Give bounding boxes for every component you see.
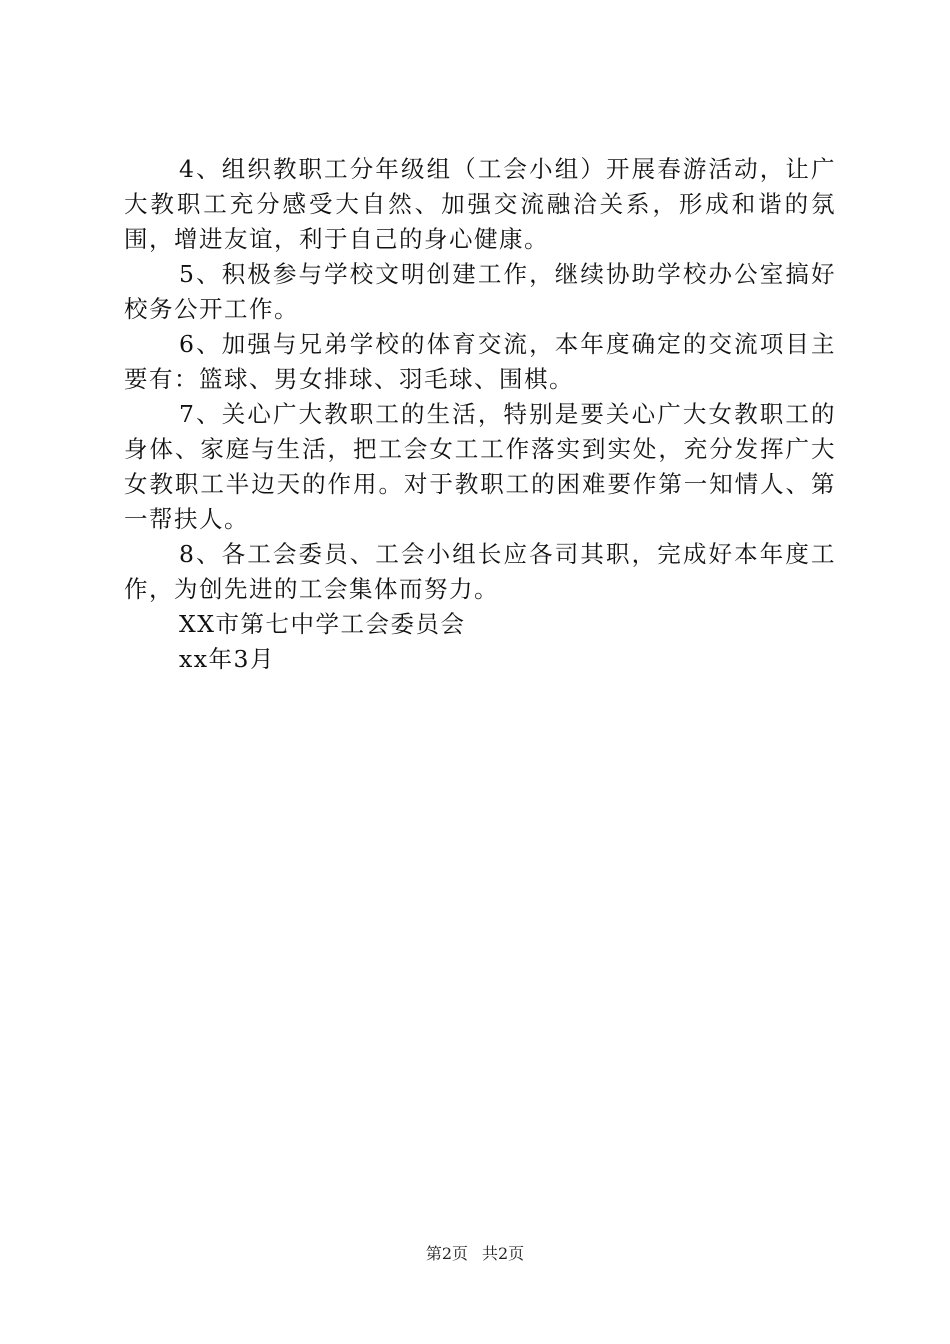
paragraph-item-7: 7、关心广大教职工的生活，特别是要关心广大女教职工的身体、家庭与生活，把工会女工工作落实到实处，充分发挥广大女教职工半边天的作用。对于教职工的困难要作第一知情人、第一帮扶人。: [124, 400, 836, 533]
page-footer: [0, 1242, 950, 1266]
paragraph-item-6: 6、加强与兄弟学校的体育交流，本年度确定的交流项目主要有：篮球、男女排球、羽毛球、围棋。: [124, 330, 836, 393]
signature-line: XX市第七中学工会委员会: [179, 610, 466, 638]
document-body: [124, 152, 836, 677]
page-number-total: 共2页: [482, 1244, 525, 1263]
paragraph-item-8: 8、各工会委员、工会小组长应各司其职，完成好本年度工作，为创先进的工会集体而努力。: [124, 540, 836, 603]
paragraph-item-4: 4、组织教职工分年级组（工会小组）开展春游活动，让广大教职工充分感受大自然、加强交流融洽关系，形成和谐的氛围，增进友谊，利于自己的身心健康。: [124, 155, 836, 253]
paragraph-item-5: 5、积极参与学校文明创建工作，继续协助学校办公室搞好校务公开工作。: [124, 260, 836, 323]
date-line: xx年3月: [179, 645, 275, 673]
page-number-current: 第2页: [425, 1244, 468, 1263]
